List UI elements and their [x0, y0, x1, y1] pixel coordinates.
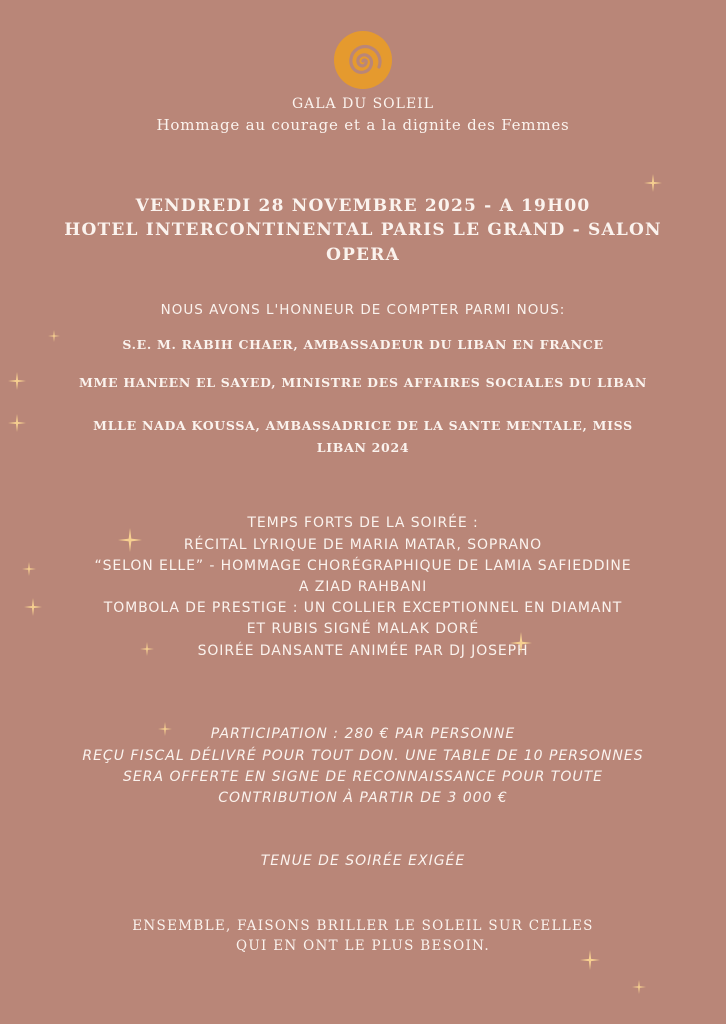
- guest-minister: MME HANEEN EL SAYED, MINISTRE DES AFFAIRES SOCIALES DU LIBAN: [78, 375, 648, 390]
- participation-receipt: REÇU FISCAL DÉLIVRÉ POUR TOUT DON. UNE TABLE DE 10 PERSONNES: [82, 748, 644, 764]
- sparkle-icon: [8, 414, 26, 432]
- sparkle-icon: [22, 562, 36, 576]
- participation-threshold: CONTRIBUTION À PARTIR DE 3 000 €: [218, 790, 508, 806]
- sparkle-icon: [158, 722, 172, 736]
- dress-code: TENUE DE SOIRÉE EXIGÉE: [260, 853, 466, 869]
- gala-title: GALA DU SOLEIL: [291, 96, 435, 112]
- sparkle-icon: [24, 598, 42, 616]
- highlight-recital: RÉCITAL LYRIQUE DE MARIA MATAR, SOPRANO: [183, 537, 543, 553]
- participation-price: PARTICIPATION : 280 € PAR PERSONNE: [210, 726, 516, 742]
- guest-miss-liban-cont: LIBAN 2024: [316, 440, 410, 455]
- sparkle-icon: [580, 948, 600, 972]
- sparkle-icon: [644, 174, 662, 192]
- participation-table: SERA OFFERTE EN SIGNE DE RECONNAISSANCE POUR TOUTE: [122, 769, 604, 785]
- closing-line-2: QUI EN ONT LE PLUS BESOIN.: [235, 938, 490, 954]
- highlight-tombola-cont: ET RUBIS SIGNÉ MALAK DORÉ: [246, 621, 480, 637]
- highlight-tribute: “SELON ELLE” - HOMMAGE CHORÉGRAPHIQUE DE LAMIA SAFIEDDINE: [94, 558, 632, 574]
- highlight-tribute-cont: A ZIAD RAHBANI: [298, 579, 428, 595]
- closing-line-1: ENSEMBLE, FAISONS BRILLER LE SOLEIL SUR CELLES: [132, 918, 594, 934]
- spiral-sun-icon: [333, 30, 393, 90]
- highlights-title: TEMPS FORTS DE LA SOIRÉE :: [247, 515, 479, 531]
- highlight-dance: SOIRÉE DANSANTE ANIMÉE PAR DJ JOSEPH: [197, 643, 529, 659]
- sparkle-icon: [136, 642, 158, 656]
- sparkle-icon: [48, 330, 60, 342]
- sparkle-icon: [510, 632, 532, 654]
- gala-subtitle: Hommage au courage et a la dignite des Femmes: [156, 116, 570, 134]
- sparkle-icon: [624, 980, 654, 994]
- event-venue-room: OPERA: [326, 245, 400, 265]
- guest-ambassador: S.E. M. RABIH CHAER, AMBASSADEUR DU LIBAN EN FRANCE: [122, 337, 604, 352]
- event-venue: HOTEL INTERCONTINENTAL PARIS LE GRAND - SALON: [64, 220, 662, 240]
- guests-intro: NOUS AVONS L'HONNEUR DE COMPTER PARMI NOUS:: [160, 302, 566, 318]
- sparkle-icon: [118, 528, 142, 552]
- highlight-tombola: TOMBOLA DE PRESTIGE : UN COLLIER EXCEPTIONNEL EN DIAMANT: [103, 600, 623, 616]
- guest-miss-liban: MLLE NADA KOUSSA, AMBASSADRICE DE LA SANTE MENTALE, MISS: [93, 418, 633, 433]
- event-date: VENDREDI 28 NOVEMBRE 2025 - A 19H00: [135, 196, 591, 216]
- sparkle-icon: [8, 372, 26, 390]
